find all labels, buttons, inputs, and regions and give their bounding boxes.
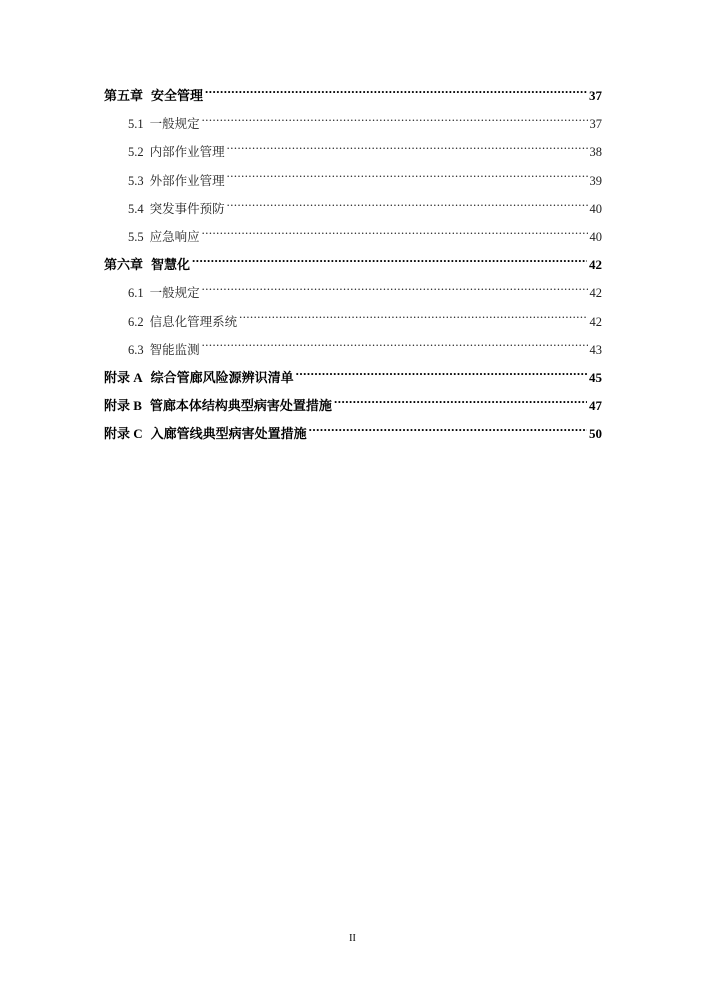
toc-entry-number: 5.2 — [128, 145, 144, 160]
dot-leader — [239, 313, 587, 326]
dot-leader — [334, 397, 587, 410]
toc-entry-title: 一般规定 — [149, 286, 200, 301]
toc-entry-number: 附录 B — [104, 398, 142, 414]
dot-leader — [192, 256, 587, 269]
toc-entry-page: 40 — [589, 201, 602, 216]
dot-leader — [202, 116, 588, 129]
toc-entry-number: 附录 C — [104, 426, 143, 442]
table-of-contents — [104, 82, 602, 448]
toc-entry-page: 39 — [589, 173, 602, 188]
toc-entry-5-2[interactable] — [104, 138, 602, 166]
toc-entry-number: 第五章 — [104, 88, 144, 103]
toc-entry-6-1[interactable] — [104, 279, 602, 307]
toc-entry-title: 内部作业管理 — [149, 145, 225, 160]
toc-entry-number: 5.1 — [128, 117, 144, 132]
dot-leader — [202, 341, 588, 354]
toc-entry-page: 40 — [589, 229, 602, 244]
toc-entry-5-3[interactable] — [104, 167, 602, 195]
toc-entry-page: 43 — [589, 342, 602, 357]
toc-entry-title: 外部作业管理 — [149, 173, 225, 188]
dot-leader — [227, 200, 588, 213]
toc-entry-number: 5.3 — [128, 173, 144, 188]
toc-entry-page: 38 — [589, 145, 602, 160]
toc-entry-page: 37 — [589, 88, 602, 103]
toc-entry-title: 入廊管线典型病害处置措施 — [150, 426, 307, 442]
toc-entry-appendix-a[interactable] — [104, 364, 602, 392]
toc-entry-number: 6.1 — [128, 286, 144, 301]
toc-entry-title: 突发事件预防 — [149, 201, 225, 216]
toc-entry-number: 5.4 — [128, 201, 144, 216]
toc-entry-5-5[interactable] — [104, 223, 602, 251]
toc-entry-5-1[interactable] — [104, 110, 602, 138]
page-footer-number: II — [349, 933, 356, 944]
toc-entry-number: 第六章 — [104, 257, 144, 273]
toc-entry-title: 智能监测 — [149, 342, 200, 357]
toc-entry-page: 42 — [589, 257, 602, 273]
toc-entry-title: 智慧化 — [151, 257, 191, 273]
toc-entry-page: 50 — [589, 426, 602, 442]
dot-leader — [202, 285, 588, 298]
dot-leader — [205, 87, 587, 100]
toc-entry-page: 42 — [589, 314, 602, 329]
dot-leader — [227, 144, 588, 157]
toc-entry-title: 应急响应 — [149, 229, 200, 244]
toc-entry-title: 安全管理 — [151, 88, 204, 103]
toc-entry-6-2[interactable] — [104, 308, 602, 336]
toc-entry-page: 37 — [589, 117, 602, 132]
toc-entry-chapter-6[interactable] — [104, 251, 602, 279]
toc-entry-title: 管廊本体结构典型病害处置措施 — [149, 398, 332, 414]
toc-entry-title: 信息化管理系统 — [149, 314, 238, 329]
dot-leader — [309, 425, 587, 438]
toc-entry-page: 45 — [589, 369, 602, 385]
toc-entry-appendix-b[interactable] — [104, 392, 602, 420]
toc-entry-title: 综合管廊风险源辨识清单 — [150, 369, 294, 385]
toc-entry-number: 5.5 — [128, 229, 144, 244]
toc-entry-page: 47 — [589, 398, 602, 414]
toc-entry-5-4[interactable] — [104, 195, 602, 223]
toc-entry-number: 6.3 — [128, 342, 144, 357]
toc-entry-page: 42 — [589, 286, 602, 301]
dot-leader — [227, 172, 588, 185]
toc-entry-number: 附录 A — [104, 369, 143, 385]
toc-entry-6-3[interactable] — [104, 336, 602, 364]
toc-entry-title: 一般规定 — [149, 117, 200, 132]
toc-entry-number: 6.2 — [128, 314, 144, 329]
toc-entry-chapter-5[interactable] — [104, 82, 602, 110]
dot-leader — [202, 228, 588, 241]
toc-entry-appendix-c[interactable] — [104, 420, 602, 448]
dot-leader — [296, 369, 587, 382]
